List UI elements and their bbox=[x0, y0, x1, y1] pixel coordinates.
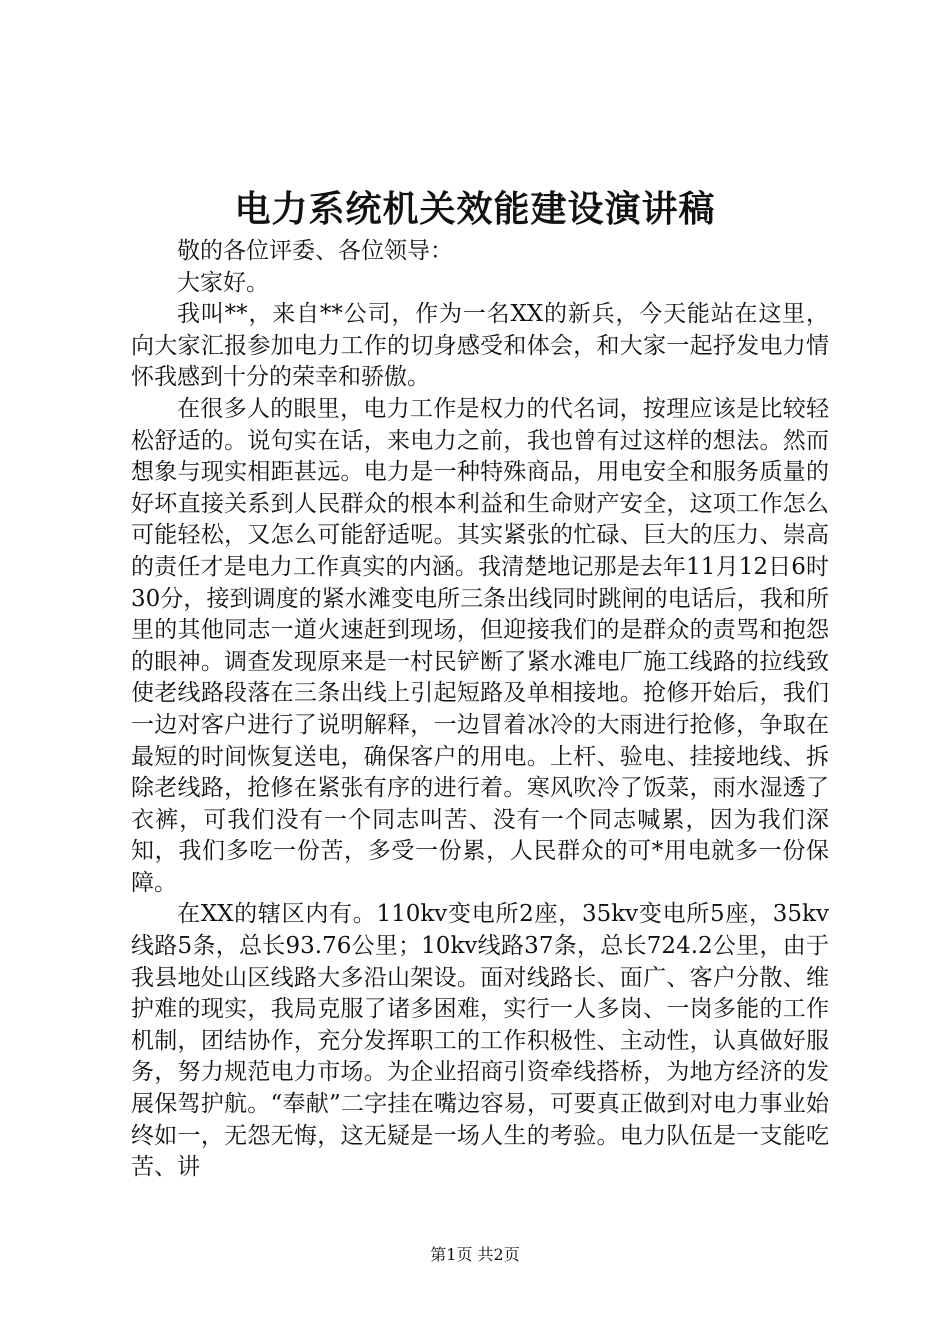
salutation-paragraph: 敬的各位评委、各位领导： bbox=[177, 238, 453, 264]
document-title: 电力系统机关效能建设演讲稿 bbox=[234, 188, 716, 230]
page-number-footer: 第1页 共2页 bbox=[430, 1245, 520, 1264]
document-body bbox=[131, 236, 829, 1184]
body-paragraph: 在很多人的眼里，电力工作是权力的代名词，按理应该是比较轻松舒适的。说句实在话，来电力之前，我也曾有过这样的想法。然而想象与现实相距甚远。电力是一种特殊商品，用电安全和服务质量的好坏直接关系到人民群众的根本利益和生命财产安全，这项工作怎么可能轻松，又怎么可能舒适呢。其实紧张的忙碌、巨大的压力、崇高的责任才是电力工作真实的内涵。我清楚地记那是去年11月12日6时30分，接到调度的紧水滩变电所三条出线同时跳闸的电话后，我和所里的其他同志一道火速赶到现场，但迎接我们的是群众的责骂和抱怨的眼神。调查发现原来是一村民铲断了紧水滩电厂施工线路的拉线致使老线路段落在三条出线上引起短路及单相接地。抢修开始后，我们一边对客户进行了说明解释，一边冒着冰冷的大雨进行抢修，争取在最短的时间恢复送电，确保客户的用电。上杆、验电、挂接地线、拆除老线路，抢修在紧张有序的进行着。寒风吹冷了饭菜，雨水湿透了衣裤，可我们没有一个同志叫苦、没有一个同志喊累，因为我们深知，我们多吃一份苦，多受一份累，人民群众的可*用电就多一份保障。 bbox=[131, 395, 829, 896]
body-paragraph: 在XX的辖区内有。110kv变电所2座，35kv变电所5座，35kv线路5条，总长93.76公里；10kv线路37条，总长724.2公里，由于我县地处山区线路大多沿山架设。面对线路长、面广、客户分散、维护难的现实，我局克服了诸多困难，实行一人多岗、一岗多能的工作机制，团结协作，充分发挥职工的工作积极性、主动性，认真做好服务，努力规范电力市场。为企业招商引资牵线搭桥，为地方经济的发展保驾护航。“奉献”二字挂在嘴边容易，可要真正做到对电力事业始终如一，无怨无悔，这无疑是一场人生的考验。电力队伍是一支能吃苦、讲 bbox=[131, 901, 829, 1181]
introduction-paragraph: 我叫**，来自**公司，作为一名XX的新兵，今天能站在这里，向大家汇报参加电力工作的切身感受和体会，和大家一起抒发电力情怀我感到十分的荣幸和骄傲。 bbox=[131, 301, 829, 391]
greeting-paragraph: 大家好。 bbox=[177, 269, 269, 296]
